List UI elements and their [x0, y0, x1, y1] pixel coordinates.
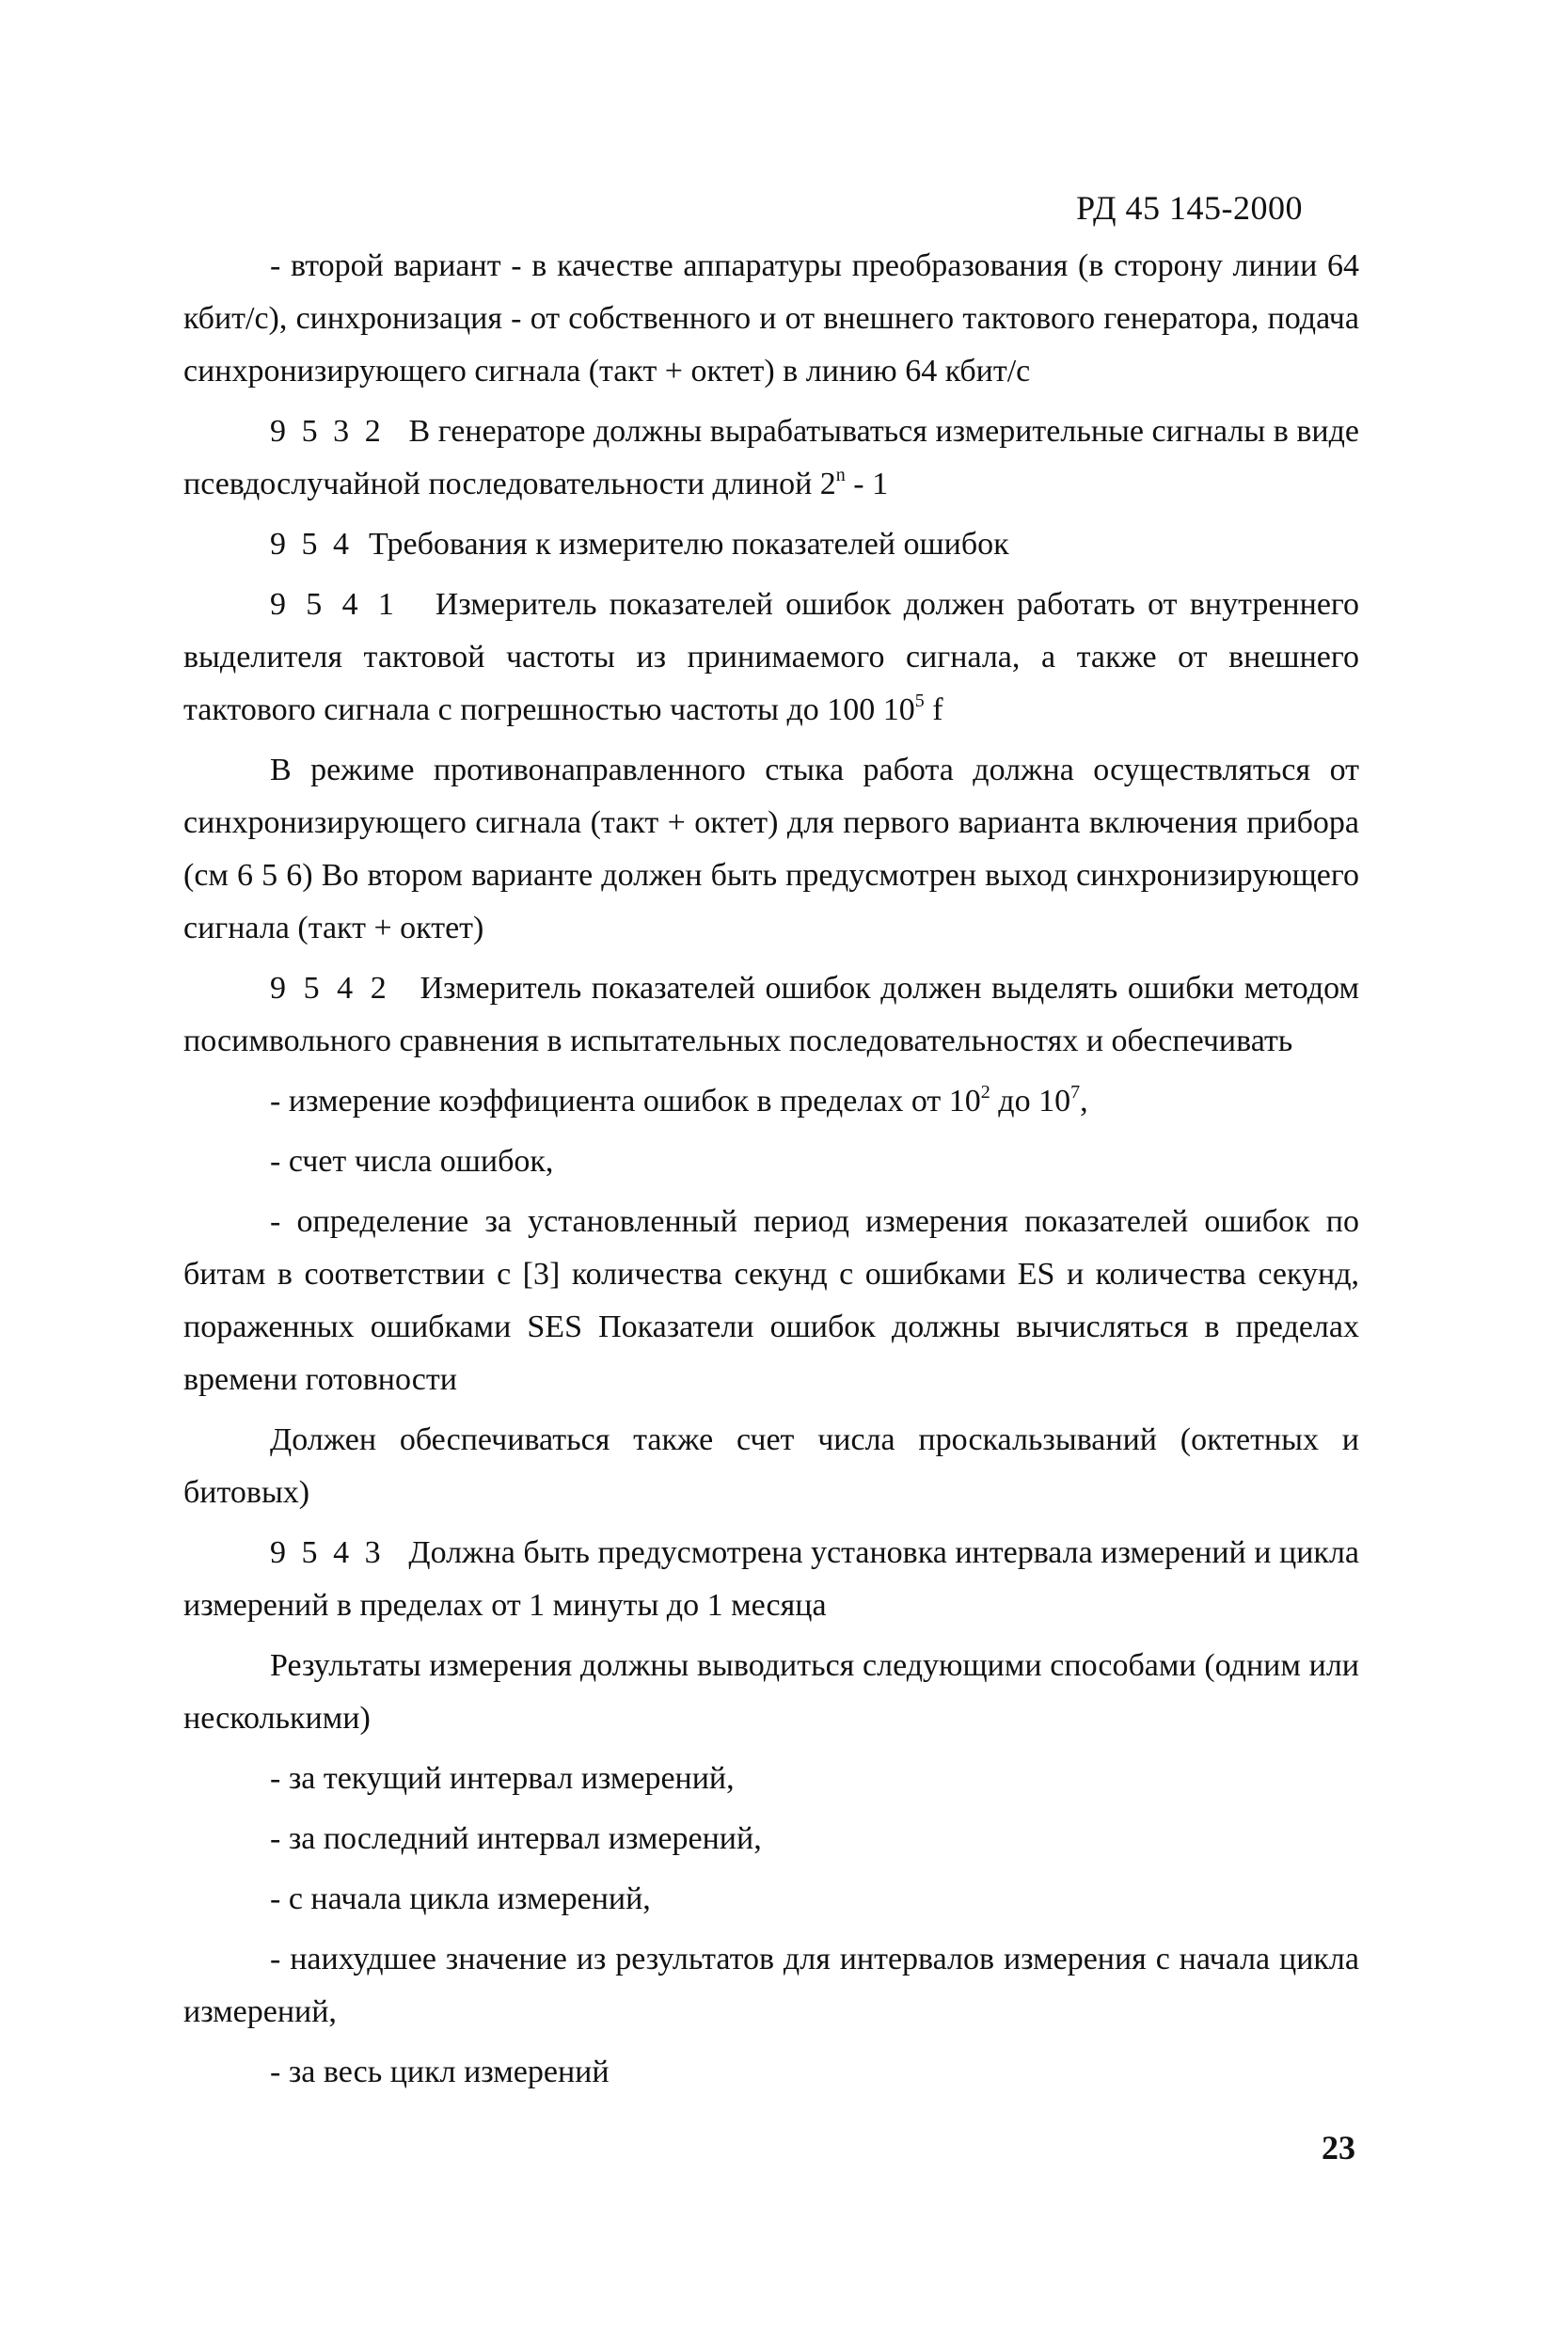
list-item-text: до 10 [990, 1084, 1071, 1119]
paragraph-second-variant: - второй вариант - в качестве аппаратуры преобразования (в сторону линии 64 кбит/с), синхронизация - от собственного и от внешнего тактового генератора, подача синхронизирующего сигнала (такт + октет) в линию 64 кбит/с [183, 248, 1359, 389]
paragraph-text: Измеритель показателей ошибок должен работать от внутреннего выделителя тактовой частоты из принимаемого сигнала, а также от внешнего тактового сигнала с погрешностью частоты до 100 10 [183, 587, 1360, 727]
paragraph-results-output: Результаты измерения должны выводиться следующими способами (одним или несколькими) [183, 1648, 1359, 1736]
paragraph-9541 [183, 579, 1359, 737]
list-item-error-ratio [183, 1075, 1359, 1128]
list-item-current-interval: - за текущий интервал измерений, [270, 1761, 735, 1796]
paragraph-9542 [183, 962, 1359, 1068]
document-code-header: РД 45 145-2000 [1076, 189, 1303, 227]
paragraph-9543 [183, 1527, 1359, 1632]
paragraph-text: Измеритель показателей ошибок должен выделять ошибки методом посимвольного сравнения в испытательных последовательностях и обеспечивать [183, 971, 1359, 1058]
superscript: 7 [1070, 1082, 1081, 1103]
list-item-cycle-start: - с начала цикла измерений, [270, 1881, 651, 1916]
page-number: 23 [1322, 2129, 1355, 2166]
list-item-whole-cycle: - за весь цикл измерений [270, 2055, 610, 2089]
paragraph-954-heading [183, 518, 1359, 571]
list-item-last-interval: - за последний интервал измерений, [270, 1821, 762, 1856]
section-number: 9 5 4 [270, 527, 353, 562]
superscript: 2 [980, 1082, 990, 1103]
paragraph-text: Должна быть предусмотрена установка интервала измерений и цикла измерений в пределах от 1 минуты до 1 месяца [183, 1535, 1360, 1623]
section-heading: Требования к измерителю показателей ошибок [369, 527, 1009, 562]
list-item-worst-value: - наихудшее значение из результатов для интервалов измерения с начала цикла измерений, [183, 1942, 1359, 2029]
superscript: n [835, 465, 846, 485]
list-item-text: - измерение коэффициента ошибок в пределах от 10 [270, 1084, 981, 1119]
list-item-error-count: - счет числа ошибок, [270, 1144, 554, 1179]
paragraph-text: - 1 [845, 467, 889, 501]
section-number: 9 5 4 2 [270, 971, 390, 1006]
superscript: 5 [914, 690, 925, 711]
paragraph-text: f [924, 692, 943, 727]
paragraph-text: В генераторе должны вырабатываться измерительные сигналы в виде псевдослучайной последовательности длиной 2 [183, 414, 1360, 501]
section-number: 9 5 3 2 [270, 414, 385, 449]
list-item-es-ses: - определение за установленный период измерения показателей ошибок по битам в соответствии с [3] количества секунд с ошибками ES и количества секунд, пораженных ошибками SES Показатели ошибок должны вычисляться в пределах времени готовности [183, 1204, 1359, 1397]
section-number: 9 5 4 1 [270, 587, 398, 622]
list-item-text: , [1080, 1084, 1088, 1119]
paragraph-counterdirectional-interface: В режиме противонаправленного стыка работа должна осуществляться от синхронизирующего сигнала (такт + октет) для первого варианта включения прибора (см 6 5 6) Во втором варианте должен быть предусмотрен выход синхронизирующего сигнала (такт + октет) [183, 753, 1359, 945]
document-body [183, 240, 1359, 2099]
paragraph-9532 [183, 405, 1359, 511]
section-number: 9 5 4 3 [270, 1535, 385, 1570]
paragraph-slips: Должен обеспечиваться также счет числа проскальзываний (октетных и битовых) [183, 1422, 1359, 1510]
